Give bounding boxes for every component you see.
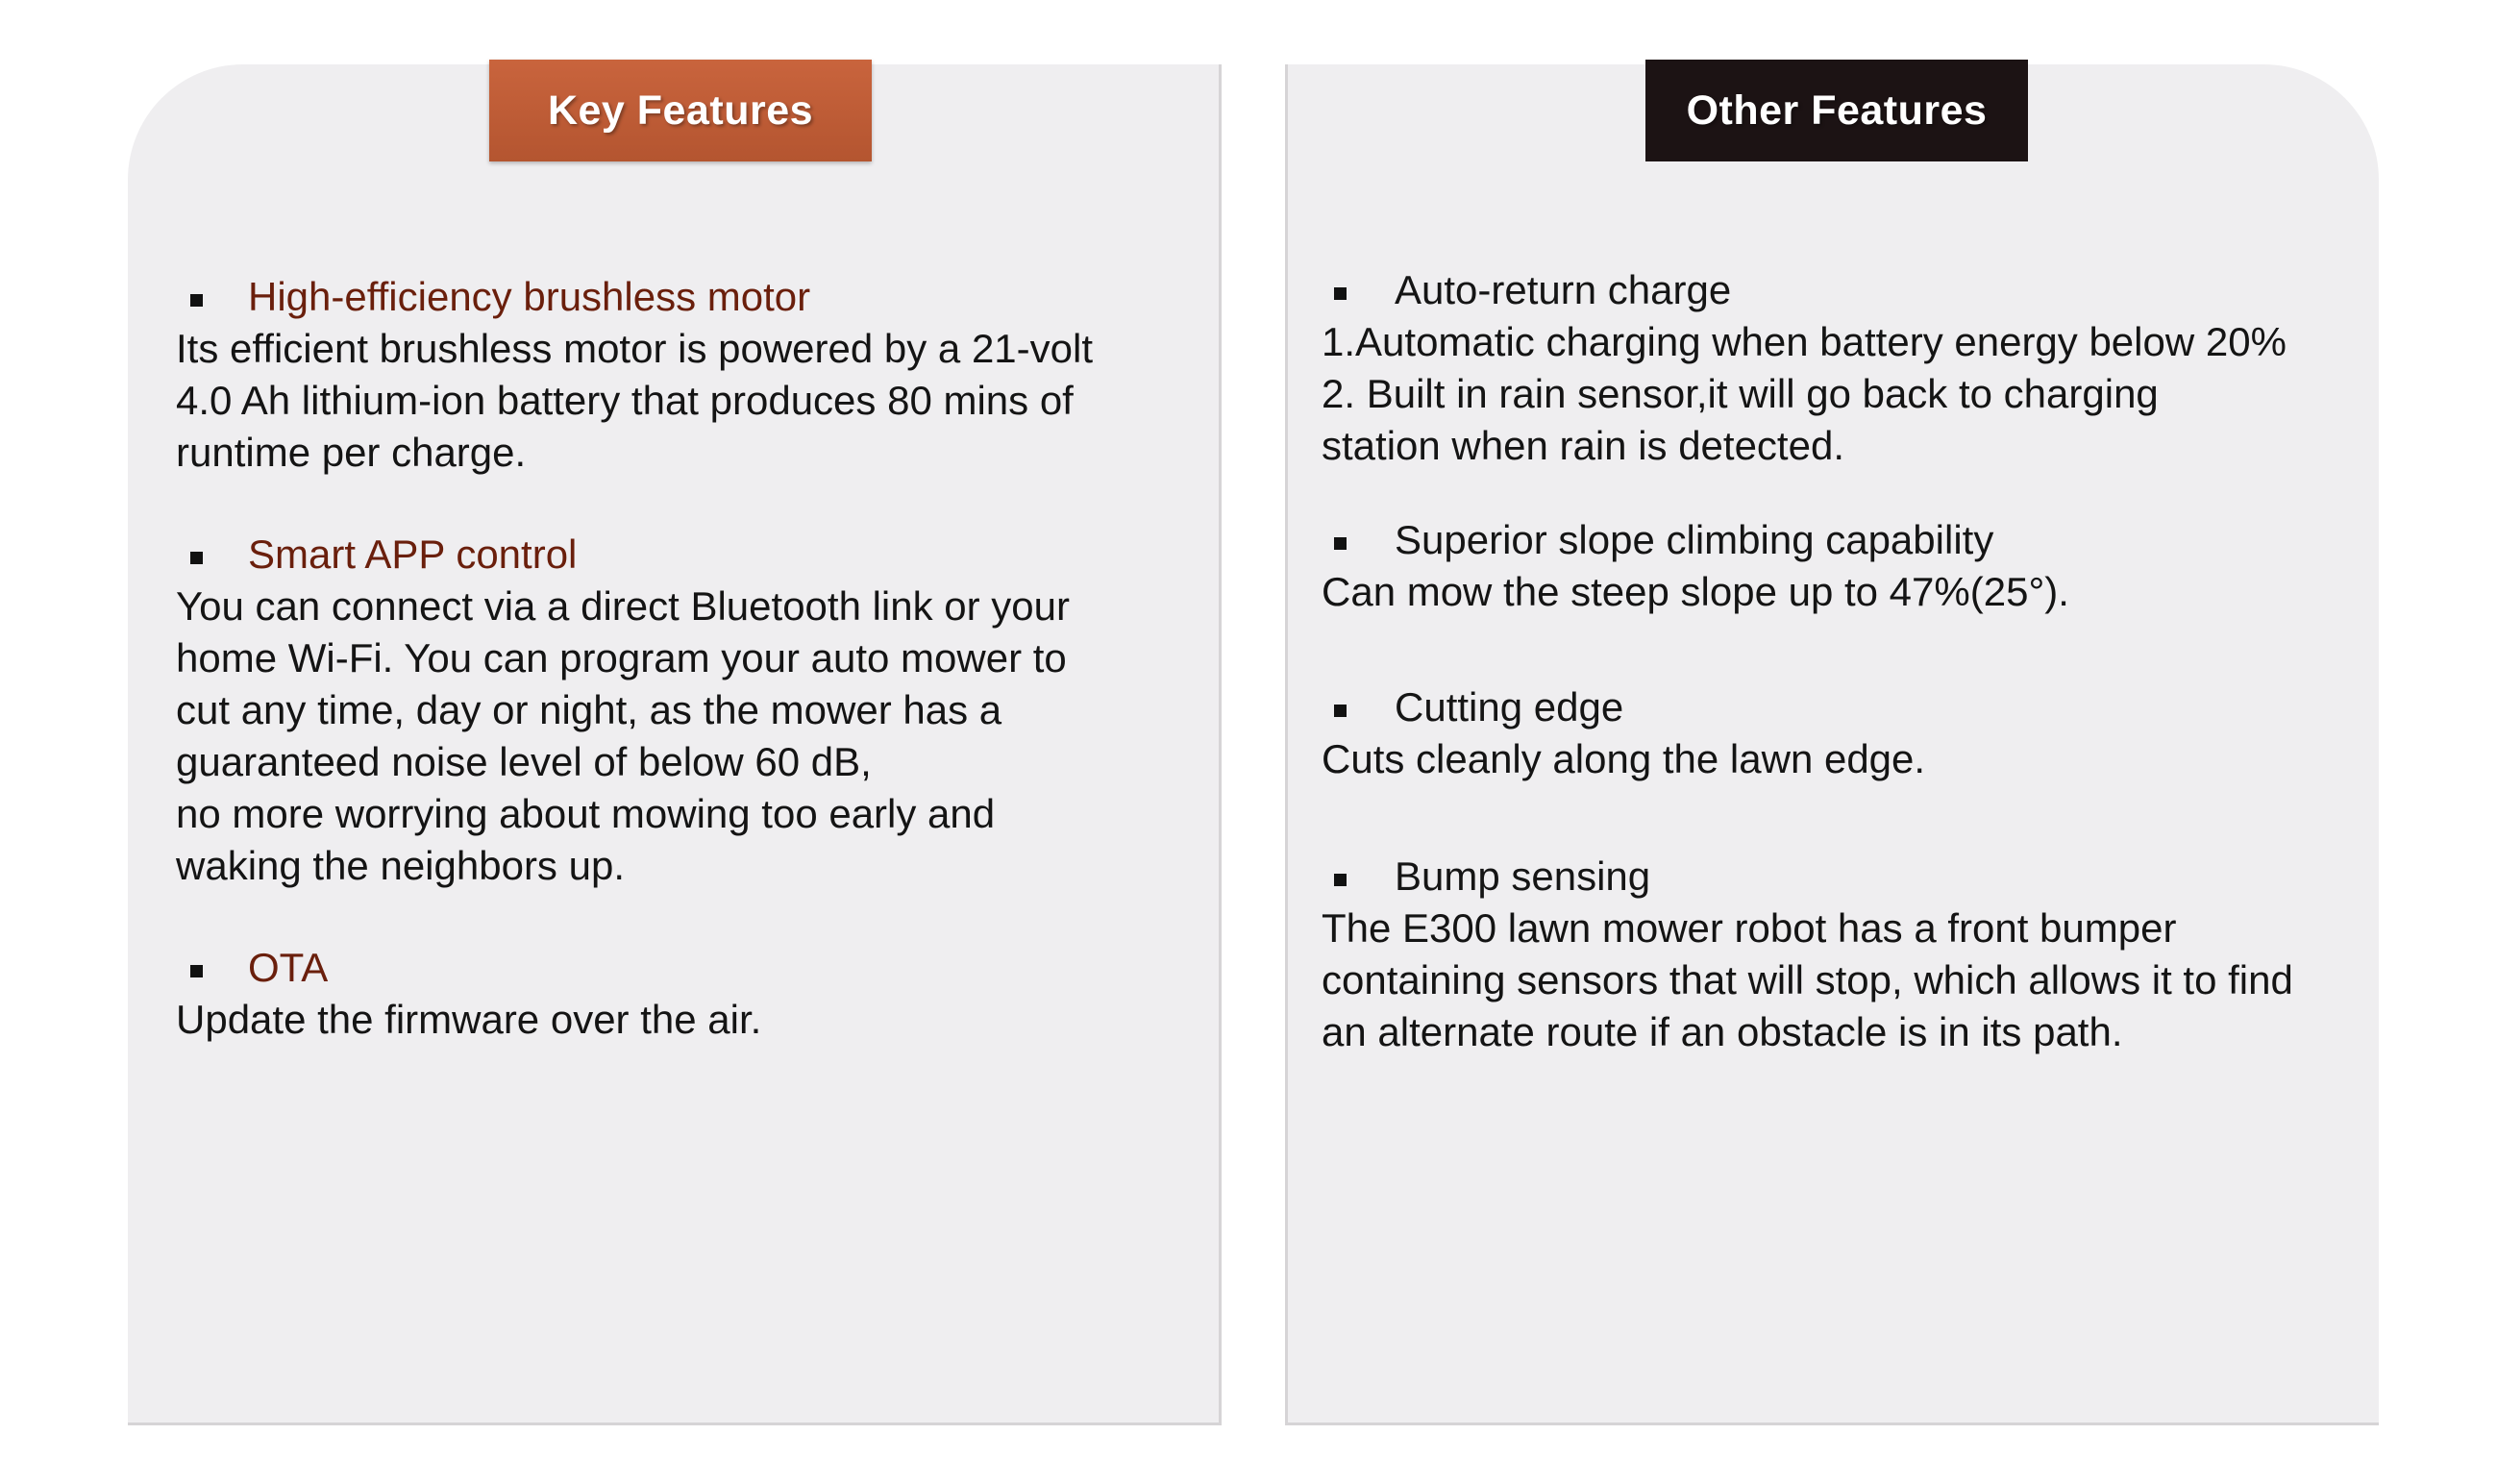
feature-item xyxy=(1322,851,2350,1058)
feature-description: You can connect via a direct Bluetooth link or your home Wi-Fi. You can program your auto mower to cut any time, day or night, as the mower has a guaranteed noise level of below 60 dB, no more worrying about mowing too early and waking the neighbors up. xyxy=(176,583,1071,888)
bullet-icon xyxy=(1334,705,1347,717)
feature-description: Cuts cleanly along the lawn edge. xyxy=(1322,736,1926,781)
feature-title: Auto-return charge xyxy=(1395,267,1732,312)
key-features-list xyxy=(176,271,1190,1094)
other-features-panel xyxy=(1285,64,2379,1425)
feature-item xyxy=(1322,264,2350,472)
feature-item xyxy=(176,529,1190,892)
feature-item xyxy=(1322,681,2350,785)
feature-title: Superior slope climbing capability xyxy=(1395,517,1994,562)
feature-title: High-efficiency brushless motor xyxy=(248,274,811,319)
feature-description: 1.Automatic charging when battery energy below 20% 2. Built in rain sensor,it will go back to charging station when rain is detected. xyxy=(1322,319,2287,468)
feature-description: Can mow the steep slope up to 47%(25°). xyxy=(1322,569,2069,614)
bullet-icon xyxy=(190,552,203,564)
bullet-icon xyxy=(1334,537,1347,550)
feature-description: The E300 lawn mower robot has a front bumper containing sensors that will stop, which allows it to find an alternate route if an obstacle is in its path. xyxy=(1322,905,2293,1054)
feature-title: Smart APP control xyxy=(248,532,578,577)
other-features-header: Other Features xyxy=(1645,60,2028,161)
feature-item xyxy=(176,271,1190,479)
key-features-header: Key Features xyxy=(489,60,872,161)
feature-item xyxy=(1322,514,2350,618)
bullet-icon xyxy=(190,965,203,977)
feature-description: Its efficient brushless motor is powered by a 21-volt 4.0 Ah lithium-ion battery that produces 80 mins of runtime per charge. xyxy=(176,326,1094,475)
bullet-icon xyxy=(1334,874,1347,886)
key-features-panel xyxy=(128,64,1222,1425)
feature-title: OTA xyxy=(248,945,329,990)
other-features-list xyxy=(1322,264,2350,1106)
bullet-icon xyxy=(1334,287,1347,300)
feature-title: Bump sensing xyxy=(1395,853,1651,899)
feature-description: Update the firmware over the air. xyxy=(176,997,762,1042)
feature-item xyxy=(176,942,1190,1046)
feature-title: Cutting edge xyxy=(1395,684,1624,730)
bullet-icon xyxy=(190,294,203,307)
